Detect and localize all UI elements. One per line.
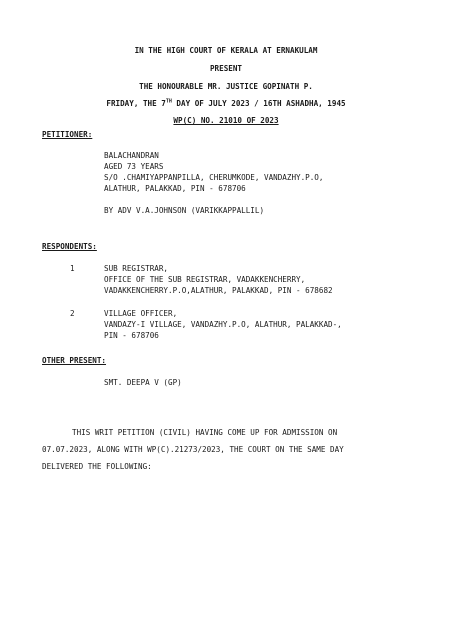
respondent-line: PIN - 678706: [104, 331, 159, 340]
other-present-heading: OTHER PRESENT:: [42, 356, 107, 365]
respondent-line: OFFICE OF THE SUB REGISTRAR, VADAKKENCHERRY,: [104, 275, 306, 284]
petitioner-line: AGED 73 YEARS: [104, 162, 164, 171]
date-suffix: DAY OF JULY 2023 / 16TH ASHADHA, 1945: [171, 99, 346, 108]
body-line: 07.07.2023, ALONG WITH WP(C).21273/2023, THE COURT ON THE SAME DAY: [42, 445, 344, 454]
respondent-line: SUB REGISTRAR,: [104, 264, 169, 273]
hearing-date: [0, 99, 452, 109]
body-line: DELIVERED THE FOLLOWING:: [42, 462, 152, 471]
respondent-line: VILLAGE OFFICER,: [104, 309, 178, 318]
respondent-number: 2: [70, 309, 75, 318]
petitioner-line: S/O .CHAMIYAPPANPILLA, CHERUMKODE, VANDAZHY.P.O,: [104, 173, 324, 182]
other-present-line: SMT. DEEPA V (GP): [104, 378, 182, 387]
petitioner-advocate: BY ADV V.A.JOHNSON (VARIKKAPPALLIL): [104, 206, 265, 215]
date-prefix: FRIDAY, THE 7: [106, 99, 166, 108]
petitioner-line: BALACHANDRAN: [104, 151, 159, 160]
respondent-line: VADAKKENCHERRY.P.O,ALATHUR, PALAKKAD, PIN - 678682: [104, 286, 333, 295]
present-label: PRESENT: [209, 64, 242, 73]
judge-name: THE HONOURABLE MR. JUSTICE GOPINATH P.: [139, 82, 313, 91]
petitioner-line: ALATHUR, PALAKKAD, PIN - 678706: [104, 184, 246, 193]
respondent-line: VANDAZY-I VILLAGE, VANDAZHY.P.O, ALATHUR, PALAKKAD-,: [104, 320, 342, 329]
case-number: WP(C) NO. 21010 OF 2023: [173, 116, 279, 125]
respondent-number: 1: [70, 264, 75, 273]
court-name: IN THE HIGH COURT OF KERALA AT ERNAKULAM: [134, 46, 318, 55]
petitioner-heading: PETITIONER:: [42, 130, 93, 139]
respondents-heading: RESPONDENTS:: [42, 242, 97, 251]
date-ordinal: TH: [165, 98, 172, 105]
body-line: THIS WRIT PETITION (CIVIL) HAVING COME UP FOR ADMISSION ON: [72, 428, 338, 437]
